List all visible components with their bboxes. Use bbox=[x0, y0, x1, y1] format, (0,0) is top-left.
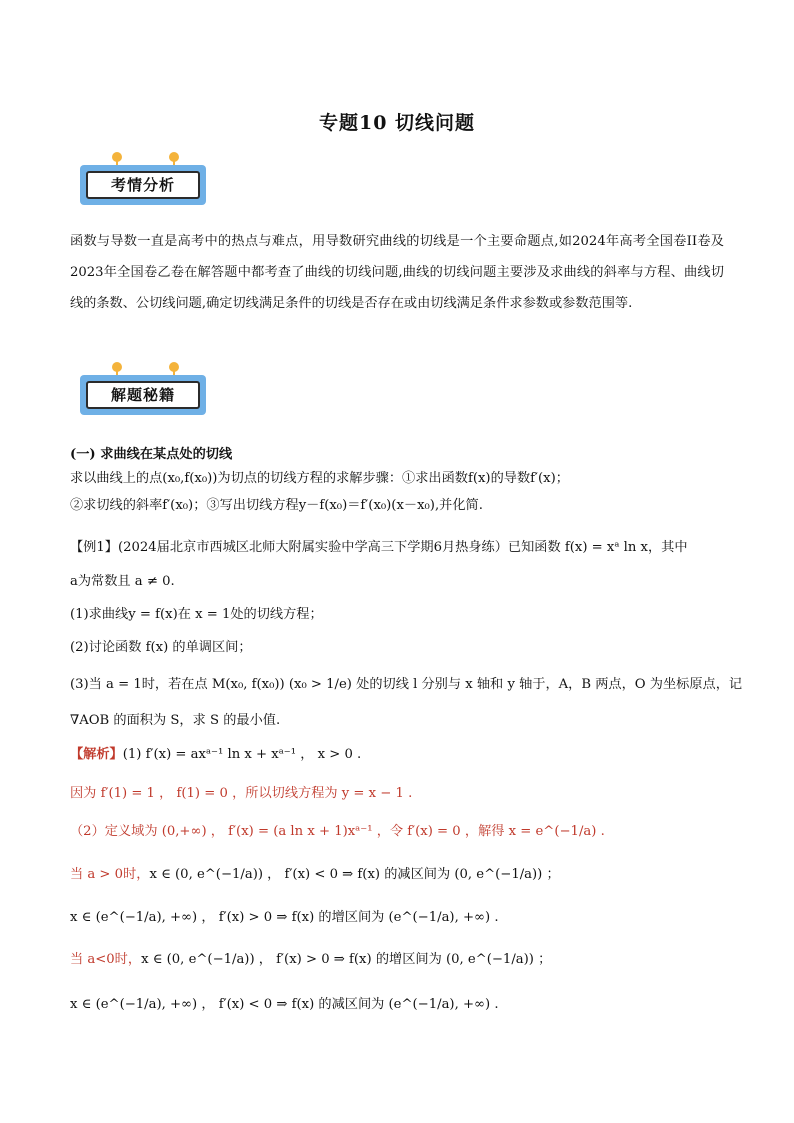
solution-part-2: （2）定义域为 (0,+∞) ， f′(x) = (a ln x + 1)xᵃ⁻¹ ，令 f′(x) = 0 ，解得 x = e^(−1/a) . bbox=[70, 824, 605, 839]
solution-1-text: (1) f′(x) = axᵃ⁻¹ ln x + xᵃ⁻¹ ， x > 0 . bbox=[122, 747, 362, 762]
case-label: 当 a > 0时， bbox=[70, 867, 150, 882]
section-heading: (一) 求曲线在某点处的切线 bbox=[70, 447, 233, 462]
solution-label: 【解析】 bbox=[70, 747, 123, 762]
case-label: 当 a<0时， bbox=[70, 952, 142, 967]
badge-antenna-icon bbox=[112, 362, 122, 372]
badge-label: 解题秘籍 bbox=[86, 381, 200, 409]
badge-antenna-icon bbox=[169, 152, 179, 162]
question-3-cont: ∇AOB 的面积为 S，求 S 的最小值. bbox=[70, 713, 281, 728]
section-badge-analysis bbox=[80, 158, 206, 198]
solution-2b: x ∈ (e^(−1/a), +∞) ， f′(x) > 0 ⇒ f(x) 的增区间为 (e^(−1/a), +∞) . bbox=[70, 910, 499, 925]
question-1: (1)求曲线y = f(x)在 x = 1处的切线方程； bbox=[70, 607, 323, 622]
badge-label: 考情分析 bbox=[86, 171, 200, 199]
case-text: x ∈ (0, e^(−1/a)) ， f′(x) > 0 ⇒ f(x) 的增区间为 (0, e^(−1/a)) ； bbox=[141, 952, 552, 967]
steps-line-1: 求以曲线上的点(x₀,f(x₀))为切点的切线方程的求解步骤：①求出函数f(x)的导数f′(x)； bbox=[70, 471, 569, 486]
solution-part-1 bbox=[70, 743, 730, 762]
solution-2a bbox=[70, 863, 730, 882]
solution-1b: 因为 f′(1) = 1 ， f(1) = 0 ，所以切线方程为 y = x − 1 . bbox=[70, 786, 413, 801]
page-title: 专题10 切线问题 bbox=[318, 112, 476, 134]
case-text: x ∈ (0, e^(−1/a)) ， f′(x) < 0 ⇒ f(x) 的减区间为 (0, e^(−1/a)) ； bbox=[149, 867, 560, 882]
badge-antenna-icon bbox=[169, 362, 179, 372]
section-badge-secrets bbox=[80, 368, 206, 408]
intro-paragraph: 函数与导数一直是高考中的热点与难点，用导数研究曲线的切线是一个主要命题点,如2024年高考全国卷II卷及2023年全国卷乙卷在解答题中都考查了曲线的切线问题,曲线的切线问题主要涉及求曲线的斜率与方程、曲线切线的条数、公切线问题,确定切线满足条件的切线是否存在或由切线满足条件求参数或参数范围等. bbox=[70, 234, 724, 311]
steps-line-2: ②求切线的斜率f′(x₀)；③写出切线方程y－f(x₀)＝f′(x₀)(x－x₀),并化简. bbox=[70, 498, 483, 513]
solution-2c bbox=[70, 948, 730, 967]
question-3: (3)当 a = 1时，若在点 M(x₀, f(x₀)) (x₀ > 1/e) 处的切线 l 分别与 x 轴和 y 轴于，A，B 两点，O 为坐标原点，记 bbox=[70, 677, 743, 692]
question-2: (2)讨论函数 f(x) 的单调区间； bbox=[70, 640, 252, 655]
badge-antenna-icon bbox=[112, 152, 122, 162]
example-condition: a为常数且 a ≠ 0. bbox=[70, 574, 175, 589]
example-heading: 【例1】(2024届北京市西城区北师大附属实验中学高三下学期6月热身练）已知函数 f(x) = xᵃ ln x，其中 bbox=[70, 540, 688, 555]
solution-2d: x ∈ (e^(−1/a), +∞) ， f′(x) < 0 ⇒ f(x) 的减区间为 (e^(−1/a), +∞) . bbox=[70, 997, 499, 1012]
